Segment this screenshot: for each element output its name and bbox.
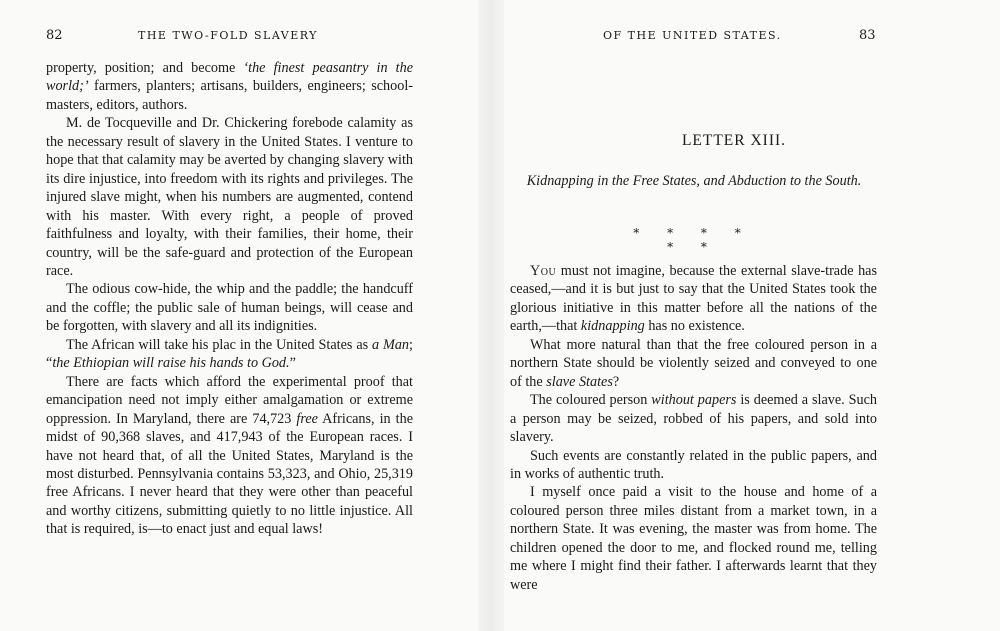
italic-text: without papers [651,392,737,409]
body-text: Africans, in the midst of 90,368 slaves, and 417,943 of the European races. I have not heard that, of all the United States, Maryland is the most disturbed. Pennsylvania contains 53,323, and Ohio, 25,319 free Africans. I never heard that they were other than peaceful and worthy citizens, submitting quietly to no little injustice. All that is required, is—to enact just and equal laws! [46,410,413,538]
paragraph [46,114,413,280]
body-text: ” [289,355,296,372]
body-text: is deemed a slave. Such a person may be seized, robbed of his papers, and sold into slavery. [510,392,877,446]
right-page [500,0,1000,631]
body-text: property, position; and become [46,60,244,76]
body-text: M. de Tocqueville and Dr. Chickering forebode calamity as the necessary result of slavery in the United States. I venture to hope that that calamity may be averted by changing slavery with its dire injustice, into freedom with its rights and privileges. The injured slave might, when his numbers are augmented, contend with his master. With every right, a people of proved faithfulness and loyalty, with their families, their home, their country, will be the safe-guard and protection of the European race. [46,115,413,279]
body-text: ? [612,373,620,390]
paragraph [46,336,413,373]
body-text: has no existence. [644,318,745,335]
right-body-text [510,262,877,594]
paragraph [510,391,877,446]
paragraph [510,483,877,594]
italic-text: the Ethiopian will raise his hands to God. [52,355,290,372]
section-stars: * * * * * * [633,226,753,254]
left-page-number: 82 [46,28,63,43]
letter-title: LETTER XIII. [681,132,787,149]
body-text: The African will take his plac in the United States as [66,336,373,353]
left-running-head: THE TWO-FOLD SLAVERY [138,29,318,42]
paragraph [46,280,413,335]
body-text: The coloured person [530,392,652,409]
italic-text: kidnapping [580,318,645,335]
letter-subtitle: Kidnapping in the Free States, and Abduction to the South. [526,173,862,189]
paragraph [510,336,877,391]
body-text: I myself once paid a visit to the house and home of a coloured person three miles distant from a market town, in a northern State. It was evening, the master was from home. The children opened the door to me, and flocked round me, telling me where I might find their father. I afterwards learnt that they were [510,484,877,593]
paragraph [510,447,877,484]
italic-text: free [296,410,318,427]
italic-text: ‘the finest peasantry in the world;’ [46,60,413,95]
right-running-head: OF THE UNITED STATES. [603,29,782,42]
body-text: What more natural than that the free coloured person in a northern State should be violently seized and conveyed to one of the [510,336,877,390]
right-page-number: 83 [859,28,876,43]
body-text: ; “ [46,336,413,372]
left-body-text [46,59,413,539]
body-text: must not imagine, because the external slave-trade has ceased,—and it is but just to say that the United States took the glorious initiative in this matter before all the nations of the earth,—that [510,263,877,335]
body-text: You [530,263,557,279]
body-text: Such events are constantly related in the public papers, and in works of authentic truth. [510,447,877,482]
italic-text: a Man [372,336,410,353]
paragraph [510,262,877,336]
paragraph [46,59,413,114]
body-text: farmers, planters; artisans, builders, engineers; school-masters, editors, authors. [46,78,413,113]
body-text: There are facts which afford the experimental proof that emancipation need not imply either amalgamation or extreme oppression. In Maryland, there are 74,723 [46,373,413,427]
left-page [0,0,480,631]
paragraph [46,373,413,539]
italic-text: slave States [546,373,613,390]
body-text: The odious cow-hide, the whip and the paddle; the handcuff and the coffle; the public sale of human beings, will cease and be forgotten, with slavery and all its indignities. [46,281,413,335]
